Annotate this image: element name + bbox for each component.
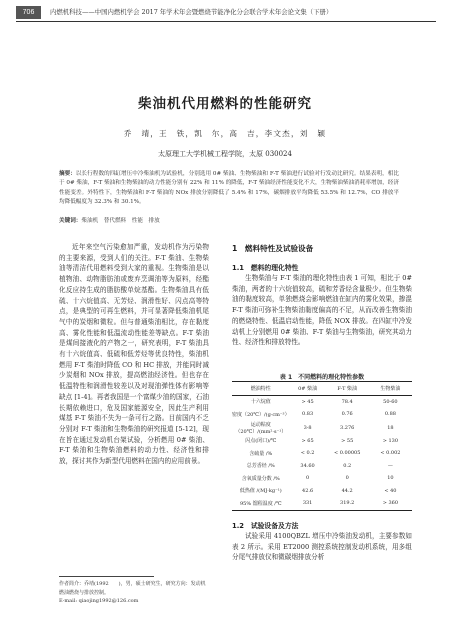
keywords-text: 柴油机 替代燃料 性能 排放 bbox=[81, 218, 160, 224]
table-header-cell: 燃油特性 bbox=[232, 382, 290, 396]
section-1-1-text bbox=[232, 273, 412, 348]
table-cell: < 0.002 bbox=[380, 450, 401, 457]
table-cell: 50-60 bbox=[383, 398, 398, 405]
table-cell: 0.76 bbox=[341, 411, 353, 418]
paper-affiliation: 太原理工大学机械工程学院，太原 030024 bbox=[158, 150, 292, 158]
keywords bbox=[59, 217, 399, 226]
table-1 bbox=[232, 381, 412, 511]
paper-authors: 乔 靖，王 铁，凯 尔，高 吉，李文杰，刘 颖 bbox=[123, 129, 327, 138]
table-cell: 密度（20℃）/(g·cm⁻³） bbox=[232, 411, 290, 418]
section-1-1-paragraph: 生物柴油与 F-T 柴油的理化特性由表 1 可知，相比于 0# 柴油，两者的十六烷值较高，硫和芳香烃含量极少。但生物柴油的黏度较高，单独燃烧会影响燃油在缸内的雾化效果，掺混 F-T 柴油可弥补生物柴油黏度偏高的不足，从而改善生物柴油的燃烧特性、低温启动性能，降低 NOX 排放。在四缸中冷发动机上分别燃用 0# 柴油、F-T 柴油与生物柴油，研究其动力性、经济性和排放特性。 bbox=[232, 274, 412, 347]
footnote-email: E-mail: qiaojing1992@126.com bbox=[59, 598, 139, 605]
table-cell: 95% 馏程温度 /℃ bbox=[232, 497, 290, 510]
table-cell: 331 bbox=[290, 497, 326, 510]
table-1-caption: 表 1 不同燃料的理化特性参数 bbox=[279, 374, 365, 381]
table-cell: > 65 bbox=[301, 437, 314, 444]
table-cell: 0.2 bbox=[343, 462, 352, 469]
table-header-cell: 生物柴油 bbox=[369, 382, 412, 396]
table-row bbox=[232, 472, 412, 485]
abstract-text: 以长行程数的四缸增压中冷柴油机为试验机，分别选用 0# 柴油、生物柴油和 F-T 柴油进行试验对行发动比研究。结果表明，相比于 0# 柴油，F-T 柴油和生物柴油的动力性能分别有 22% 和 11% 的降低，F-T 柴油经济性能变化不大，生物柴油柴油消耗率增加，经济性能变差。外特性下，生物柴油和 F-T 柴油的 NOx 排放分别降低了 5.4% 和 17%，碳烟排放平均降低 53.5% 和 12.7%，CO 排放平均降低幅度为 32.3% 和 30.1%。 bbox=[59, 171, 399, 205]
footnote bbox=[59, 580, 209, 606]
table-cell: < 0.00005 bbox=[333, 450, 361, 457]
table-cell: 十六烷值 bbox=[250, 399, 271, 406]
footnote-rule bbox=[59, 576, 154, 577]
table-cell: 34.60 bbox=[300, 462, 315, 469]
section-1-2-heading: 1.2 试验设备及方法 bbox=[232, 522, 299, 530]
paper-title: 柴油机代用燃料的性能研究 bbox=[138, 96, 312, 112]
table-cell: 3-8 bbox=[303, 424, 312, 431]
abstract-label: 摘要： bbox=[59, 171, 76, 177]
table-cell: 含硫量 /% bbox=[249, 450, 273, 457]
keywords-label: 关键词： bbox=[59, 218, 82, 224]
table-cell: 319.2 bbox=[326, 497, 369, 510]
section-1-2-text bbox=[232, 531, 412, 563]
table-row bbox=[232, 435, 412, 448]
table-cell: 0.88 bbox=[384, 411, 396, 418]
header-rule bbox=[16, 21, 436, 22]
table-cell: > 55 bbox=[341, 437, 354, 444]
section-1-2-paragraph: 试验采用 4100QBZL 增压中冷柴油发动机，主要参数如表 2 所示。采用 ET2000 测控系统控制发动机系统，用多组分尾气排放仪和微碳烟排放分析 bbox=[232, 532, 412, 562]
running-header: 内燃机科技——中国内燃机学会 2017 年学术年会暨燃烧节能净化分会联合学术年会论文集（下册） bbox=[50, 8, 333, 16]
table-cell: 闪点(闭口)/℃ bbox=[245, 438, 277, 445]
table-row bbox=[232, 497, 412, 510]
table-cell: > 130 bbox=[382, 437, 399, 444]
table-header-row bbox=[232, 382, 412, 396]
table-row bbox=[232, 408, 412, 421]
table-cell: > 45 bbox=[301, 398, 314, 405]
table-row bbox=[232, 395, 412, 408]
page-number: 706 bbox=[16, 6, 41, 19]
table-cell: < 40 bbox=[384, 487, 397, 494]
table-cell: 78.4 bbox=[341, 398, 353, 405]
table-cell: 0 bbox=[306, 475, 310, 482]
footnote-author-info: 作者简介：乔靖(1992 )，男，硕士研究生，研究方向：发动机燃油燃烧与排放控制。 bbox=[59, 581, 206, 596]
table-row bbox=[232, 485, 412, 498]
table-cell: 含氧质量分数 /% bbox=[241, 475, 280, 482]
table-cell: 10 bbox=[387, 475, 394, 482]
table-cell: 总芳香烃 /% bbox=[246, 463, 275, 470]
table-cell: 44.2 bbox=[341, 487, 353, 494]
table-cell: — bbox=[387, 462, 393, 469]
table-cell: 0 bbox=[345, 475, 349, 482]
table-row bbox=[232, 460, 412, 473]
table-row bbox=[232, 447, 412, 460]
table-header-cell: 0# 柴油 bbox=[290, 382, 326, 396]
table-cell: > 360 bbox=[369, 497, 412, 510]
section-1-heading: 1 燃料特性及试验设备 bbox=[232, 244, 314, 253]
table-cell: < 0.2 bbox=[300, 450, 315, 457]
table-row bbox=[232, 421, 412, 435]
table-cell: 运动粘度（20℃）/(mm²·s⁻¹） bbox=[235, 421, 287, 435]
table-header-cell: F-T 柴油 bbox=[326, 382, 369, 396]
left-column bbox=[59, 242, 209, 467]
intro-paragraph: 近年来空气污染愈加严重，发动机作为污染物的主要来源，受到人们的关注。F-T 柴油、生物柴油等清洁代用燃料受到大家的重视。生物柴油是以植物油、动物脂肪油或废弃烹调油等为原料，经酯化反应持生成的脂肪酸单烷基酯。生物柴油具有低硫、十六烷值高、无芳烃、润滑性好、闪点高等特点，是典型的可再生燃料，并可显著降低柴油机尾气中的炭烟和微粒。但与普通柴油相比，存在黏度高、雾化性能和低温流动性能差等缺点。F-T 柴油是煤间接液化的产物之一，研究表明，F-T 柴油具有十六烷值高、低硫和低芳烃等优良特性，柴油机燃用 F-T 柴油时降低 CO 和 HC 排放，并能同时减少炭烟和 NOx 排放，提高燃油经济性。但也存在低温特性和润滑性较差以及对现油弹性体有影响等缺点 [1-4]。再者我国是一个富煤少油的国家，石油长期依赖进口，危及国家能源安全，因此生产利用煤基 F-T 柴油不失为一条可行之路。目前国内不乏分别对 F-T 柴油和生物柴油的研究报道 [5-12]，现在旨在通过发动机台架试验，分析燃用 0# 柴油、F-T 柴油和生物柴油燃料的动力性、经济性和排放，探讨其作为新型代用燃料在国内的应用前景。 bbox=[59, 243, 209, 466]
abstract bbox=[59, 170, 399, 207]
section-1-1-heading: 1.1 燃料的理化特性 bbox=[232, 264, 299, 272]
table-cell: 42.6 bbox=[302, 487, 314, 494]
table-cell: 3.276 bbox=[340, 424, 355, 431]
table-cell: 低热值 /(MJ·kg⁻¹) bbox=[239, 488, 282, 495]
table-cell: 18 bbox=[387, 424, 394, 431]
table-cell: 0.83 bbox=[302, 411, 314, 418]
